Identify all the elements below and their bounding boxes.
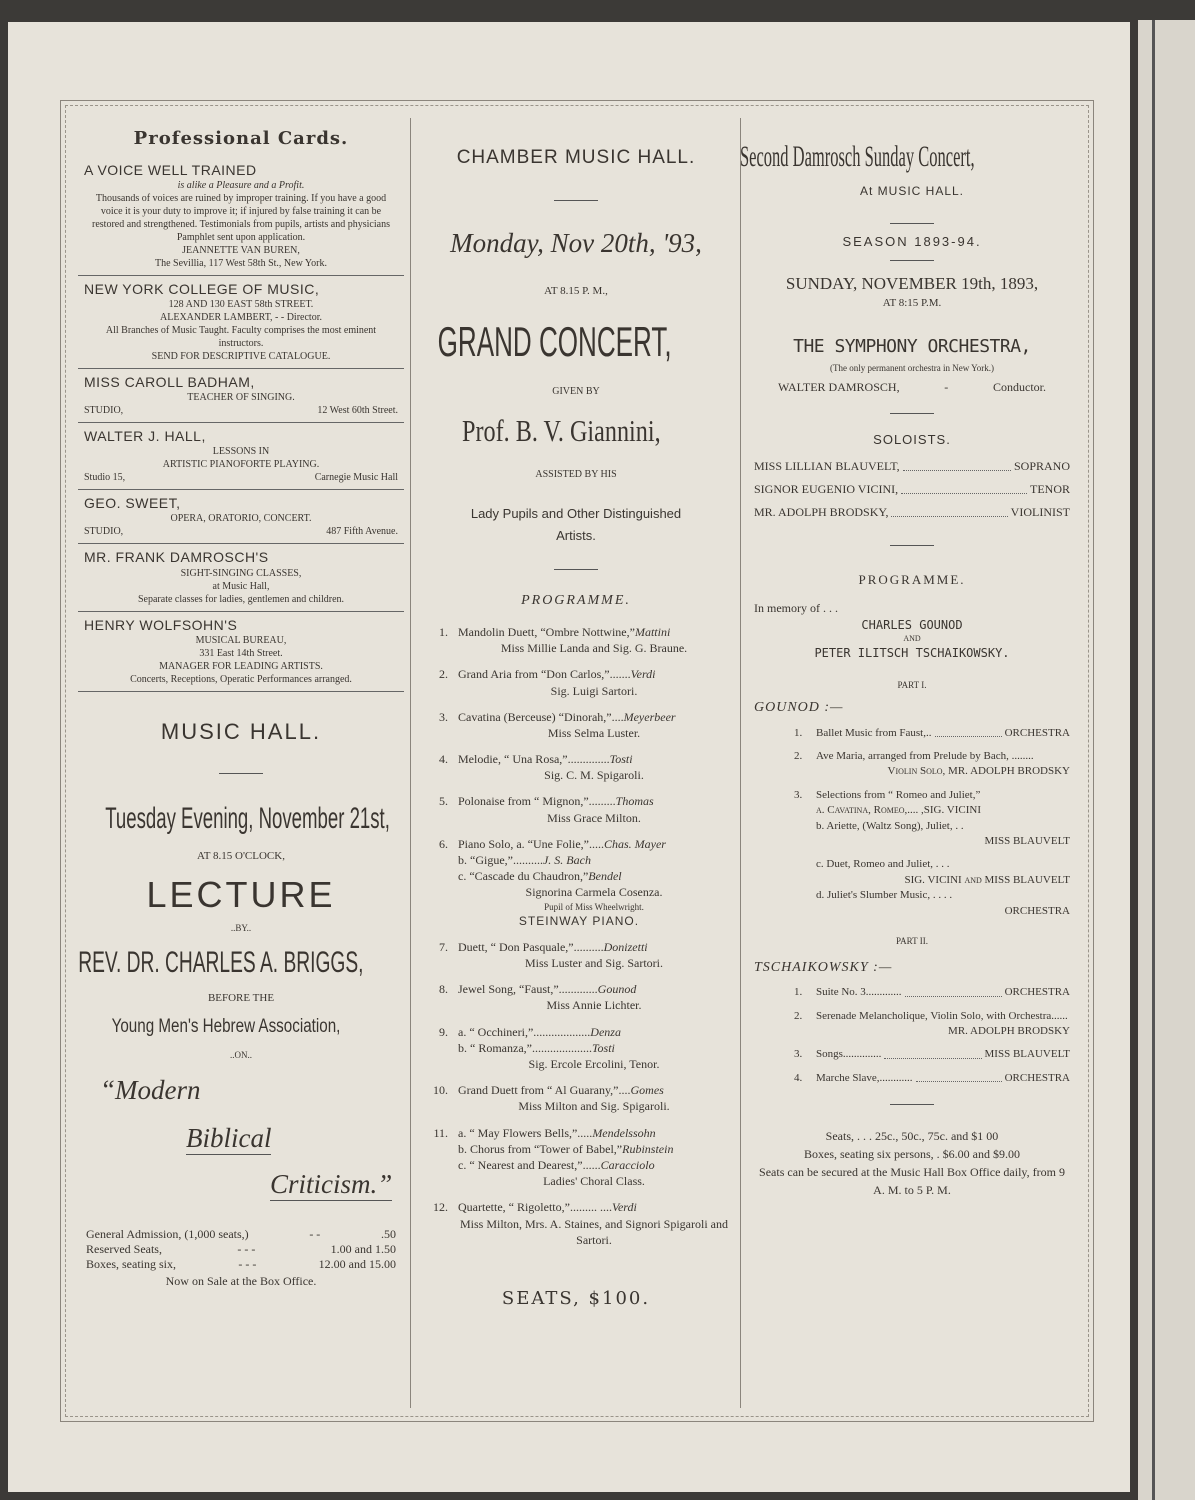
programme-subline: b. Ariette, (Waltz Song), Juliet, . .: [816, 819, 964, 832]
item-composer: Mattini: [634, 624, 671, 639]
item-title: Marche Slave,............: [816, 1071, 913, 1084]
programme-subline: c. Duet, Romeo and Juliet, . . .: [816, 858, 950, 871]
programme-item: [422, 793, 730, 825]
soloist-name: MISS LILLIAN BLAUVELT,: [754, 459, 900, 474]
damrosch-seats: Seats, . . . 25c., 50c., 75c. and $1 00: [825, 1129, 999, 1144]
item-performer: Miss Millie Landa and Sig. G. Braune.: [500, 641, 688, 656]
item-composer: Gomes: [630, 1083, 664, 1098]
soloist-name: SIGNOR EUGENIO VICINI,: [754, 482, 899, 497]
price-row: [86, 1242, 396, 1257]
item-number: 9.: [439, 1024, 448, 1039]
lecture-time: AT 8.15 O'CLOCK,: [197, 850, 285, 863]
damrosch-title: Second Damrosch Sunday Concert,: [739, 140, 975, 173]
part-two-items: [754, 985, 1070, 1086]
soloist-row: [754, 458, 1070, 475]
price-value: .50: [380, 1227, 396, 1242]
item-number: 3.: [439, 709, 448, 724]
item-title: b. Chorus from “Tower of Babel,”: [458, 1141, 623, 1156]
programme-item: [422, 981, 730, 1013]
topic-line-1: “Modern: [100, 1075, 201, 1106]
concert-programme: [416, 624, 736, 1248]
card-line: ARTISTIC PIANOFORTE PLAYING.: [162, 459, 320, 471]
item-performer: Miss Milton, Mrs. A. Staines, and Signori Spigaroli and Sartori.: [459, 1216, 728, 1247]
programme-line: [794, 985, 1070, 1000]
item-number: 3.: [794, 788, 803, 801]
item-number: 4.: [439, 752, 448, 767]
concert-seats: SEATS, $100.: [501, 1287, 651, 1309]
item-composer: J. S. Bach: [542, 853, 591, 867]
programme-item: [422, 1024, 730, 1073]
soloist-name: MR. ADOLPH BRODSKY,: [754, 504, 889, 519]
item-performer: Signorina Carmela Cosenza.: [525, 885, 663, 900]
tschaikowsky-heading: TSCHAIKOWSKY :—: [754, 959, 893, 975]
professional-card: [78, 544, 404, 611]
card-line: 128 AND 130 EAST 58th STREET.: [168, 298, 314, 310]
item-note: STEINWAY PIANO.: [518, 913, 640, 928]
concert-assisted: ASSISTED BY HIS: [535, 468, 617, 480]
card-name: MR. FRANK DAMROSCH'S: [84, 549, 269, 566]
item-title: a. “ May Flowers Bells,”.....: [458, 1125, 593, 1140]
concert-venue: CHAMBER MUSIC HALL.: [456, 147, 696, 168]
lecture-venue: MUSIC HALL.: [160, 718, 322, 744]
lecture-speaker: REV. DR. CHARLES A. BRIGGS,: [78, 946, 364, 980]
concert-date: Monday, Nov 20th, '93,: [450, 227, 702, 258]
programme-line: [794, 726, 1070, 741]
card-line: is alike a Pleasure and a Profit.: [177, 179, 305, 191]
conductor-dash: -: [944, 380, 949, 394]
card-address-right: 487 Fifth Avenue.: [326, 526, 398, 538]
damrosch-time: AT 8:15 P.M.: [882, 296, 942, 309]
item-number: 2.: [794, 1009, 803, 1022]
item-composer: Caracciolo: [600, 1157, 655, 1172]
soloist-row: [754, 504, 1070, 521]
programme-item: [422, 1199, 730, 1248]
item-performer: MISS BLAUVELT: [984, 1048, 1070, 1061]
programme-line: [794, 1009, 1070, 1024]
item-composer: Mendelssohn: [592, 1125, 656, 1140]
card-line: MUSICAL BUREAU,: [195, 634, 287, 646]
topic-line-3: Criticism.”: [270, 1169, 393, 1200]
card-line: All Branches of Music Taught. Faculty comprises the most eminent instructors.: [105, 324, 377, 349]
item-composer: Rubinstein: [622, 1141, 674, 1156]
professional-card: [78, 157, 404, 276]
item-number: 8.: [439, 982, 448, 997]
card-address-right: 12 West 60th Street.: [317, 405, 398, 417]
item-title: Piano Solo, a. “Une Folie,”.....: [458, 836, 604, 851]
item-performer: Miss Annie Lichter.: [546, 998, 642, 1013]
item-performer: Miss Luster and Sig. Sartori.: [525, 956, 663, 971]
lecture-by: ..BY..: [230, 923, 252, 934]
item-title: Serenade Melancholique, Violin Solo, with Orchestra......: [816, 1009, 1068, 1022]
item-title: c. “ Nearest and Dearest,”......: [458, 1157, 601, 1172]
damrosch-prices: [748, 1127, 1076, 1199]
card-name: GEO. SWEET,: [84, 495, 181, 512]
item-title: Ballet Music from Faust,..: [816, 726, 932, 739]
item-performer: Ladies' Choral Class.: [543, 1174, 645, 1189]
item-performer: Sig. C. M. Spigaroli.: [544, 768, 644, 783]
soloists-title: SOLOISTS.: [873, 432, 951, 447]
damrosch-programme: [748, 600, 1076, 1086]
programme-subline: MISS BLAUVELT: [984, 835, 1070, 847]
card-address: [84, 404, 398, 417]
lecture-prices: [78, 1227, 404, 1272]
item-number: 5.: [439, 794, 448, 809]
item-performer: Sig. Ercole Ercolini, Tenor.: [528, 1057, 660, 1072]
memory-gounod: CHARLES GOUNOD: [861, 617, 963, 632]
item-title: Polonaise from “ Mignon,”.........: [458, 794, 616, 809]
item-title: a. “ Occhineri,”...................: [458, 1024, 591, 1039]
programme-item: [422, 836, 730, 929]
card-line: at Music Hall,: [212, 580, 270, 592]
cards-list: [78, 157, 404, 692]
card-line: Separate classes for ladies, gentlemen and children.: [137, 593, 345, 605]
item-performer: Sig. Luigi Sartori.: [550, 683, 638, 698]
item-title: Songs..............: [816, 1048, 882, 1061]
column-damrosch-concert: [739, 118, 1076, 1408]
item-title: Mandolin Duett, “Ombre Nottwine,”: [458, 624, 635, 639]
lecture-association: Young Men's Hebrew Association,: [111, 1016, 341, 1038]
memory-and: AND: [903, 634, 921, 644]
item-title: Melodie, “ Una Rosa,”..............: [458, 752, 610, 767]
card-address-left: Studio 15,: [84, 472, 126, 484]
programme-line: [794, 749, 1070, 764]
item-number: 1.: [794, 726, 803, 739]
price-value: 1.00 and 1.50: [330, 1242, 396, 1257]
programme-item: [422, 666, 730, 698]
professional-card: [78, 276, 404, 369]
concert-time: AT 8.15 P. M.,: [544, 284, 608, 297]
programme-item: [422, 1082, 730, 1114]
damrosch-conductor: [778, 380, 1046, 395]
soloists-list: [748, 458, 1076, 520]
price-label: General Admission, (1,000 seats,): [86, 1227, 249, 1242]
damrosch-orchestra: THE SYMPHONY ORCHESTRA,: [793, 336, 1031, 358]
concert-title: GRAND CONCERT,: [437, 318, 672, 366]
damrosch-secure: Seats can be secured at the Music Hall Box Office daily, from 9 A. M. to 5 P. M.: [759, 1165, 1065, 1198]
item-performer: Miss Grace Milton.: [547, 810, 641, 825]
item-composer: Chas. Mayer: [603, 836, 666, 851]
card-line: Thousands of voices are ruined by improper training. If you have a good voice it is your duty to improve it; if injured by false training it can be restored and strengthened. Testimonials from pupils, artists and physicians Pamphlet sent upon application.: [92, 192, 390, 243]
price-label: Reserved Seats,: [86, 1242, 162, 1257]
programme-item: [422, 939, 730, 971]
programme-line: [794, 1047, 1070, 1062]
card-address-right: Carnegie Music Hall: [314, 472, 398, 484]
item-number: 4.: [794, 1071, 803, 1084]
price-row: [86, 1227, 396, 1242]
item-number: 3.: [794, 1048, 803, 1061]
card-line: The Sevillia, 117 West 58th St., New York.: [155, 257, 327, 269]
memory-line: In memory of . . .: [754, 600, 838, 615]
card-line: SIGHT-SINGING CLASSES,: [180, 567, 302, 579]
professional-card: [78, 490, 404, 544]
card-name: WALTER J. HALL,: [84, 428, 206, 445]
topic-line-2: Biblical: [186, 1123, 272, 1154]
item-title: Quartette, “ Rigoletto,”......... ....: [458, 1200, 612, 1215]
item-title: Cavatina (Berceuse) “Dinorah,”....: [458, 709, 624, 724]
programme-subline: SIG. VICINI and MISS BLAUVELT: [904, 873, 1070, 886]
card-address: [84, 525, 398, 538]
price-dash: - - -: [238, 1257, 257, 1272]
binding-fold: [1152, 20, 1155, 1500]
card-line: LESSONS IN: [212, 446, 270, 458]
item-performer: ORCHESTRA: [1004, 726, 1070, 739]
programme-subline: a. Cavatina, Romeo,.... ,SIG. VICINI: [816, 804, 981, 817]
item-composer: Bendel: [588, 869, 622, 884]
item-number: 10.: [433, 1083, 448, 1098]
item-composer: Tosti: [609, 752, 633, 767]
programme-subline: ORCHESTRA: [1004, 904, 1070, 917]
card-line: Concerts, Receptions, Operatic Performances arranged.: [130, 673, 352, 685]
programme-item: [422, 751, 730, 783]
card-name: A VOICE WELL TRAINED: [84, 161, 257, 178]
lecture-title: LECTURE: [146, 874, 336, 916]
item-number: 1.: [439, 624, 448, 639]
concert-given-by: GIVEN BY: [552, 386, 600, 398]
soloist-role: SOPRANO: [1013, 459, 1070, 474]
item-composer: Thomas: [615, 794, 654, 809]
item-composer: Gounod: [597, 982, 637, 997]
item-note: Pupil of Miss Wheelwright.: [544, 901, 644, 912]
lecture-before: BEFORE THE: [207, 992, 275, 1005]
programme-subline: MR. ADOLPH BRODSKY: [948, 1024, 1070, 1037]
lecture-topic: [78, 1061, 404, 1201]
concert-guests: Lady Pupils and Other Distinguished Artists.: [470, 506, 682, 544]
item-composer: Denza: [590, 1024, 621, 1039]
price-dash: - - -: [237, 1242, 256, 1257]
item-number: 7.: [439, 939, 448, 954]
item-composer: Meyerbeer: [623, 709, 676, 724]
conductor-name: WALTER DAMROSCH,: [778, 380, 900, 394]
damrosch-season: SEASON 1893-94.: [842, 234, 982, 249]
item-title: Grand Duett from “ Al Guarany,”....: [458, 1083, 631, 1098]
price-row: [86, 1257, 396, 1272]
card-line: ALEXANDER LAMBERT, - - Director.: [160, 311, 322, 323]
item-title: Grand Aria from “Don Carlos,”.......: [458, 667, 631, 682]
card-line: JEANNETTE VAN BUREN,: [182, 244, 300, 256]
lecture-sale: Now on Sale at the Box Office.: [165, 1274, 317, 1289]
item-performer: ORCHESTRA: [1004, 1071, 1070, 1084]
item-performer: ORCHESTRA: [1004, 986, 1070, 999]
card-name: MISS CAROLL BADHAM,: [84, 373, 255, 390]
item-title: Duett, “ Don Pasquale,”..........: [458, 939, 604, 954]
card-address: [84, 471, 398, 484]
item-composer: Verdi: [630, 667, 656, 682]
item-composer: Tosti: [591, 1040, 615, 1055]
programme-item: [422, 624, 730, 656]
card-name: HENRY WOLFSOHN'S: [84, 616, 238, 633]
item-number: 2.: [794, 750, 803, 763]
price-label: Boxes, seating six,: [86, 1257, 176, 1272]
professional-card: [78, 612, 404, 692]
card-line: MANAGER FOR LEADING ARTISTS.: [159, 660, 323, 672]
card-name: NEW YORK COLLEGE OF MUSIC,: [84, 280, 320, 297]
card-line: OPERA, ORATORIO, CONCERT.: [170, 513, 312, 525]
item-performer: Miss Milton and Sig. Spigaroli.: [518, 1099, 670, 1114]
programme-line: [794, 1071, 1070, 1086]
part-one: PART I.: [897, 680, 927, 691]
item-title: Suite No. 3.............: [816, 986, 902, 999]
damrosch-programme-title: PROGRAMME.: [858, 571, 966, 587]
item-performer: Miss Selma Luster.: [547, 725, 641, 740]
price-value: 12.00 and 15.00: [318, 1257, 396, 1272]
programme-subline: d. Juliet's Slumber Music, . . . .: [816, 889, 953, 902]
item-number: 2.: [439, 667, 448, 682]
damrosch-boxes: Boxes, seating six persons, . $6.00 and $9.00: [804, 1147, 1020, 1162]
cards-heading: Professional Cards.: [133, 128, 349, 149]
conductor-role: Conductor.: [992, 380, 1046, 394]
item-number: 12.: [433, 1200, 448, 1215]
item-title: Jewel Song, “Faust,”.............: [458, 982, 598, 997]
card-line: TEACHER OF SINGING.: [187, 392, 295, 404]
card-line: SEND FOR DESCRIPTIVE CATALOGUE.: [151, 350, 331, 362]
soloist-row: [754, 481, 1070, 498]
concert-host: Prof. B. V. Giannini,: [461, 412, 661, 448]
professional-card: [78, 369, 404, 423]
soloist-role: TENOR: [1030, 482, 1070, 497]
item-title: Selections from “ Romeo and Juliet,”: [816, 788, 981, 801]
part-one-items: [754, 726, 1070, 919]
soloist-role: VIOLINIST: [1010, 504, 1070, 519]
item-title: Ave Maria, arranged from Prelude by Bach, ........: [816, 750, 1034, 763]
lecture-on: ..ON..: [230, 1050, 252, 1061]
item-number: 1.: [794, 986, 803, 999]
lecture-date: Tuesday Evening, November 21st,: [105, 802, 390, 836]
programme-subline: Violin Solo, MR. ADOLPH BRODSKY: [887, 765, 1070, 778]
item-number: 6.: [439, 836, 448, 851]
column-professional-cards: [78, 118, 404, 1408]
item-number: 11.: [433, 1125, 448, 1140]
programme-item: [422, 1125, 730, 1190]
part-two: PART II.: [896, 935, 928, 946]
damrosch-venue: At MUSIC HALL.: [859, 184, 965, 198]
adjacent-page-edge: [1138, 20, 1195, 1500]
programme-item: [422, 709, 730, 741]
memory-tschaikowsky: PETER ILITSCH TSCHAIKOWSKY.: [814, 645, 1010, 660]
professional-card: [78, 423, 404, 490]
gounod-heading: GOUNOD :—: [754, 700, 844, 716]
item-composer: Verdi: [611, 1200, 637, 1215]
damrosch-date: SUNDAY, NOVEMBER 19th, 1893,: [785, 274, 1039, 294]
damrosch-orchestra-note: (The only permanent orchestra in New York.): [830, 362, 994, 373]
item-title: c. “Cascade du Chaudron,”: [458, 869, 589, 884]
card-address-left: STUDIO,: [84, 405, 124, 417]
column-grand-concert: [416, 118, 736, 1408]
item-title: b. “ Romanza,”....................: [458, 1040, 592, 1055]
item-composer: Donizetti: [603, 939, 648, 954]
price-dash: - -: [309, 1227, 321, 1242]
concert-programme-title: PROGRAMME.: [521, 593, 631, 609]
card-address-left: STUDIO,: [84, 526, 124, 538]
item-title: b. “Gigue,”..........: [458, 853, 543, 867]
programme-line: [794, 788, 1070, 803]
card-line: 331 East 14th Street.: [199, 647, 283, 659]
